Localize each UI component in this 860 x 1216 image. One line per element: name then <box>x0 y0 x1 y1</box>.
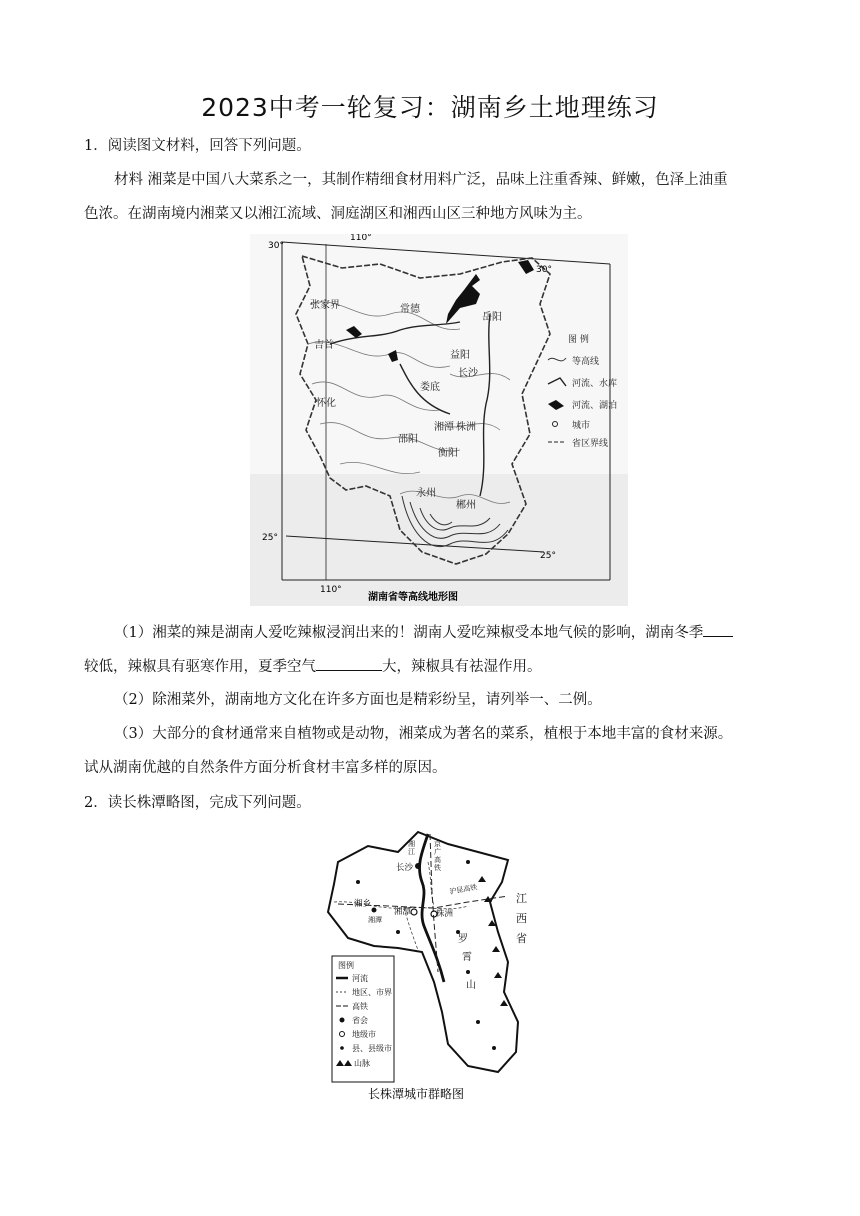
label-shan: 山 <box>466 980 476 991</box>
q1-sub1-text-b: 较低，辣椒具有驱寒作用，夏季空气 <box>84 659 316 675</box>
label-xiang-river-1: 湘 <box>408 840 415 848</box>
lat-30-left: 30° <box>268 241 284 251</box>
legend-hsr: 高铁 <box>352 1002 368 1011</box>
label-jing: 京 <box>434 840 441 848</box>
answer-blank-winter[interactable] <box>703 622 733 637</box>
label-xiangxiang: 湘乡 <box>354 899 372 909</box>
answer-blank-summer[interactable] <box>316 656 382 671</box>
label-gao: 高 <box>434 856 441 864</box>
legend-county: 县、县级市 <box>352 1044 392 1053</box>
legend-river: 河流 <box>352 974 368 983</box>
city-jishou: 吉首 <box>314 340 334 351</box>
lat-30-right: 30° <box>536 265 552 275</box>
label-xi: 西 <box>516 912 527 925</box>
q1-sub3-line2: 试从湖南优越的自然条件方面分析食材丰富多样的原因。 <box>84 760 447 776</box>
q1-sub2: （2）除湘菜外，湖南地方文化在许多方面也是精彩纷呈，请列举一、二例。 <box>114 692 602 708</box>
q1-sub1-text-a: （1）湘菜的辣是湖南人爱吃辣椒浸润出来的！湖南人爱吃辣椒受本地气候的影响，湖南冬季 <box>114 625 704 641</box>
legend-province-border: 省区界线 <box>572 439 609 449</box>
city-yiyang: 益阳 <box>450 350 470 361</box>
city-yueyang: 岳阳 <box>482 312 502 323</box>
city-zhuzhou: 株洲 <box>456 422 476 433</box>
legend-city: 城市 <box>572 421 591 431</box>
q1-sub1-text-c: 大，辣椒具有祛湿作用。 <box>382 659 542 675</box>
map1-legend-title: 图 例 <box>568 335 589 345</box>
q2-stem: 2．读长株潭略图，完成下列问题。 <box>84 795 311 811</box>
hunan-contour-map <box>250 234 628 606</box>
city-xiangtan: 湘潭 <box>434 422 454 433</box>
city-changde: 常德 <box>400 304 420 315</box>
label-luo: 罗 <box>458 934 468 945</box>
city-zhangjiajie: 张家界 <box>310 300 340 311</box>
city-shaoyang: 邵阳 <box>398 434 418 445</box>
lat-25-right: 25° <box>540 551 556 561</box>
map1-caption: 湖南省等高线地形图 <box>368 592 458 603</box>
label-guang: 广 <box>434 848 441 856</box>
map2-legend-title: 图例 <box>338 961 354 970</box>
lon-110-top: 110° <box>350 234 372 243</box>
q1-sub1-line1 <box>114 622 814 643</box>
page-title: 2023中考一轮复习：湖南乡土地理练习 <box>201 93 659 122</box>
lat-25-left: 25° <box>262 533 278 543</box>
city-loudi: 娄底 <box>420 382 440 393</box>
label-sheng: 省 <box>516 932 527 945</box>
label-jiang: 江 <box>516 892 527 905</box>
label-changsha: 长沙 <box>396 863 414 873</box>
label-zhuzhou: 株洲 <box>436 909 454 919</box>
legend-mountain: 山脉 <box>354 1059 370 1068</box>
legend-river-lake: 河流、湖泊 <box>572 401 618 411</box>
changzhutan-map <box>318 822 534 1104</box>
legend-boundary: 地区、市界 <box>352 988 392 997</box>
label-xiangtan: 湘潭 <box>394 907 412 917</box>
label-xiang-river-2: 江 <box>408 848 415 856</box>
city-huaihua: 怀化 <box>316 398 336 409</box>
map2-caption: 长株潭城市群略图 <box>368 1087 465 1101</box>
q1-material-line2: 色浓。在湖南境内湘菜又以湘江流域、洞庭湖区和湘西山区三种地方风味为主。 <box>84 206 592 222</box>
legend-capital: 省会 <box>352 1016 368 1025</box>
lon-110-bottom: 110° <box>320 585 342 595</box>
legend-prefecture: 地级市 <box>352 1030 376 1039</box>
city-yongzhou: 永州 <box>416 488 436 499</box>
label-tie: 铁 <box>434 864 441 872</box>
city-chenzhou: 郴州 <box>456 500 476 511</box>
q1-stem: 1．阅读图文材料，回答下列问题。 <box>84 138 311 154</box>
city-changsha: 长沙 <box>458 368 478 379</box>
q1-material-line1: 材料 湘菜是中国八大菜系之一，其制作精细食材用料广泛，品味上注重香辣、鲜嫩，色泽上油重 <box>114 172 728 188</box>
q1-sub3-line1: （3）大部分的食材通常来自植物或是动物，湘菜成为著名的菜系，植根于本地丰富的食材来源。 <box>114 726 733 742</box>
q1-sub1-line2 <box>84 656 784 677</box>
legend-contour: 等高线 <box>572 357 600 367</box>
label-xiao: 霄 <box>462 952 472 963</box>
map2-legend <box>332 956 394 1082</box>
legend-river-reservoir: 河流、水库 <box>572 379 618 389</box>
label-xiangtan-2: 湘潭 <box>368 916 382 924</box>
city-hengyang: 衡阳 <box>438 448 458 459</box>
label-hukun-rail: 沪昆高铁 <box>448 883 478 896</box>
